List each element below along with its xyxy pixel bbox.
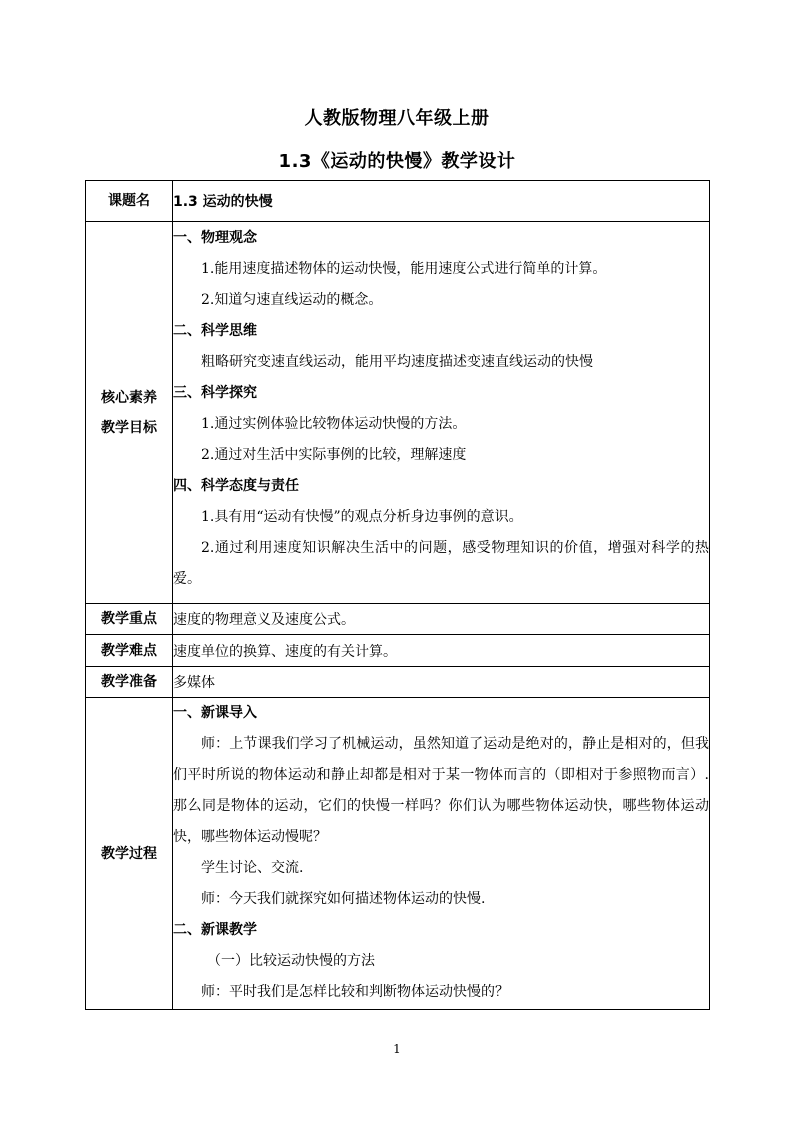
goal-item: 2.通过对生活中实际事例的比较，理解速度 — [201, 447, 467, 463]
label-preparation: 教学准备 — [86, 667, 173, 698]
goal-section-title: 二、科学思维 — [173, 323, 257, 339]
label-difficulty: 教学难点 — [86, 635, 173, 667]
table-row-difficulty — [86, 635, 710, 667]
goal-item: 2.知道匀速直线运动的概念。 — [201, 292, 383, 308]
process-paragraph: 师：平时我们是怎样比较和判断物体运动快慢的？ — [201, 984, 509, 1000]
goal-item: 2.通过利用速度知识解决生活中的问题，感受物理知识的价值，增强对科学的热爱。 — [173, 540, 709, 587]
goal-item: 粗略研究变速直线运动，能用平均速度描述变速直线运动的快慢 — [201, 354, 593, 370]
goal-section-title: 三、科学探究 — [173, 385, 257, 401]
value-preparation: 多媒体 — [173, 667, 710, 698]
process-paragraph: 师：今天我们就探究如何描述物体运动的快慢. — [201, 891, 486, 907]
goal-item: 1.通过实例体验比较物体运动快慢的方法。 — [201, 416, 467, 432]
table-row-preparation — [86, 667, 710, 698]
value-process — [173, 698, 710, 1010]
table-row-process — [86, 698, 710, 1010]
value-topic: 1.3 运动的快慢 — [173, 181, 710, 222]
process-section-title: 二、新课教学 — [173, 922, 257, 938]
table-row-key-point — [86, 604, 710, 635]
label-topic: 课题名 — [86, 181, 173, 222]
table-row-topic — [86, 181, 710, 222]
value-key-point: 速度的物理意义及速度公式。 — [173, 604, 710, 635]
page-number: 1 — [393, 1042, 401, 1056]
table-row-goals — [86, 222, 710, 604]
label-goals-line2: 教学目标 — [101, 419, 157, 436]
process-section-title: 一、新课导入 — [173, 705, 257, 721]
goal-item: 1.能用速度描述物体的运动快慢，能用速度公式进行简单的计算。 — [201, 261, 607, 277]
lesson-plan-table — [85, 180, 710, 1010]
goal-section-title: 一、物理观念 — [173, 230, 257, 246]
process-paragraph: 学生讨论、交流. — [201, 860, 304, 876]
value-difficulty: 速度单位的换算、速度的有关计算。 — [173, 635, 710, 667]
label-goals — [86, 222, 173, 604]
process-paragraph: 师：上节课我们学习了机械运动，虽然知道了运动是绝对的，静止是相对的，但我们平时所说的物体运动和静止却都是相对于某一物体而言的（即相对于参照物而言）.那么同是物体的运动，它们的快慢一样吗？你们认为哪些物体运动快，哪些物体运动快，哪些物体运动慢呢？ — [173, 736, 709, 845]
goal-item: 1.具有用“运动有快慢”的观点分析身边事例的意识。 — [201, 509, 523, 525]
document-title: 人教版物理八年级上册 — [304, 108, 490, 129]
goal-section-title: 四、科学态度与责任 — [173, 478, 299, 494]
process-subsection-title: （一）比较运动快慢的方法 — [207, 953, 375, 969]
label-key-point: 教学重点 — [86, 604, 173, 635]
label-goals-line1: 核心素养 — [101, 389, 157, 406]
document-subtitle: 1.3《运动的快慢》教学设计 — [278, 151, 516, 172]
label-process: 教学过程 — [86, 698, 173, 1010]
value-goals — [173, 222, 710, 604]
